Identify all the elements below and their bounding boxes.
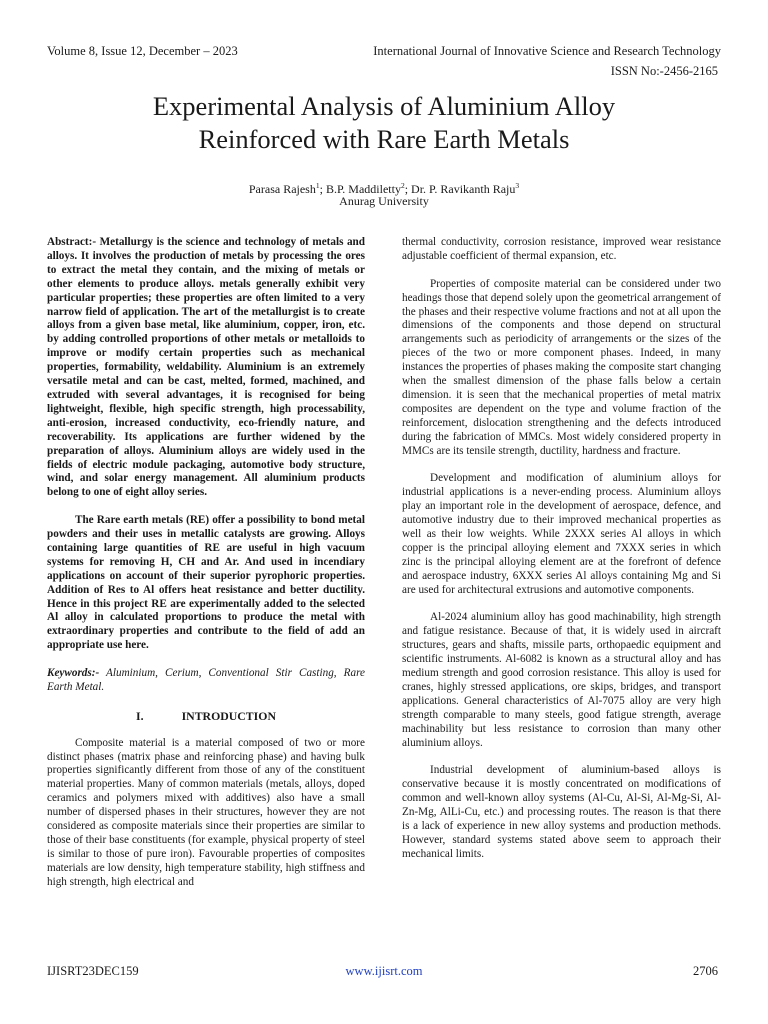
author-1: Parasa Rajesh [248,182,316,196]
section-number: I. [136,708,144,723]
abstract-paragraph-2: The Rare earth metals (RE) offer a possibility to bond metal powders and their uses in metallic catalysts are growing. Alloys containing large quantities of RE are useful in high vacuum systems for removing H, CH and Ar. And used in incendiary applications on account of their superior pyrophoric properties. Addition of Res to Al offers heat resistance and better ductility. Hence in this project RE are experimentally added to the selected Al alloy in calculated proportions to produce the metal with extraordinary properties and contribute to the field of add an appropriate use here. [47,514,365,652]
author-1-affil-mark: 1 [315,181,320,190]
author-3-affil-mark: 3 [515,181,520,190]
paper-title-line-2: Reinforced with Rare Earth Metals [198,124,570,154]
keywords-label: Keywords:- [47,667,100,680]
intro-paragraph-4: Al-2024 aluminium alloy has good machinability, high strength and fatigue resistance. Because of that, it is widely used in aircraft structures, gears and shafts, missile parts, orthopaedic equipment and scientific instruments. Al-6082 is known as a structural alloy and has medium strength and good corrosion resistance. This alloy is used for cranes, highly stressed applications, ore skips, bridges, and transport applications. General characteristics of Al-7075 alloy are very high strength comparable to many steels, good fatigue strength, average machinability but less resistance to corrosion than many other aluminium alloys. [402,611,721,749]
intro-paragraph-3: Development and modification of aluminium alloys for industrial applications is a never-ending process. Aluminium alloys play an important role in the development of aerospace, defence, and automotive industry due to their improved mechanical properties as well as their low weights. While 2XXX series Al alloys in which copper is the principal alloying element and 7XXX series in which zinc is the principal alloying element are at the forefront of defence and aerospace industry, 6XXX series Al alloys containing Mg and Si are used for architectural extrusions and automotive components. [402,472,721,596]
section-title: INTRODUCTION [181,708,276,723]
intro-paragraph-1-continued: thermal conductivity, corrosion resistance, improved wear resistance adjustable coefficient of thermal expansion, etc. [402,236,721,262]
right-column [402,236,721,862]
paper-id: IJISRT23DEC159 [47,964,139,978]
author-2: ; B.P. Maddiletty [319,182,401,196]
issn-number: ISSN No:-2456-2165 [610,64,718,78]
page-number: 2706 [693,964,718,978]
abstract-paragraph-1: Abstract:- Metallurgy is the science and technology of metals and alloys. It involves the production of metals by processing the ores to extract the metal they contain, and the mixing of metals or other elements to produce alloys. metals generally exhibit very particular properties; these properties are often limited to a very narrow field of application. The art of the metallurgist is to create alloys from a given base metal, like aluminium, copper, iron, etc. by adding controlled proportions of other metals or metalloids to improve or modify certain properties such as mechanical properties, formability, weldability. Aluminium is an extremely versatile metal and can be cast, melted, formed, machined, and extruded with several advantages, it is recognised for being lightweight, flexible, high specific strength, high processability, anti-erosion, increased conductivity, eco-friendly nature, and recoverability. Its applications are further widened by the preparation of alloys. Aluminium alloys are widely used in the fields of electric module packaging, automotive body structure, wind, and solar energy management. All aluminium products belong to one of eight alloy series. [47,236,365,499]
section-heading [47,709,365,723]
left-column [47,236,365,890]
paper-title-line-1: Experimental Analysis of Aluminium Alloy [152,91,616,121]
keywords-text: Aluminium, Cerium, Conventional Stir Casting, Rare Earth Metal. [47,667,365,693]
journal-name: International Journal of Innovative Science and Research Technology [373,44,721,58]
intro-paragraph-2: Properties of composite material can be considered under two headings those that depend solely upon the geometrical arrangement of the phases and their respective volume fractions and not at all upon the dimensions of the components and those depend on structural arrangements such as periodicity of arrangements or the sizes of the pieces of the two or more component phases. Indeed, in many instances the properties of phases making the composite start changing when the smallest dimension of the phase falls below a certain dimension. it is seen that the mechanical properties of metal matrix composites are dependent on the type and volume fraction of the reinforcement, dislocation strengthening and the defects introduced during the fabrication of MMCs. Most widely considered property in MMCs are its tensile strength, ductility, hardness and fracture. [402,277,721,457]
volume-info: Volume 8, Issue 12, December – 2023 [47,44,238,58]
intro-paragraph-1: Composite material is a material composed of two or more distinct phases (matrix phase and reinforcing phase) and having bulk properties significantly different from those of any of the constituent material properties. Many of common materials (metals, alloys, doped ceramics and polymers mixed with additives) also have a small number of dispersed phases in their structures, however they are not considered as composite materials since their properties are similar to those of their base constituents (for example, physical property of steel is similar to those of pure iron). Favourable properties of composites materials are low density, high temperature stability, high stiffness and high strength, high electrical and [47,736,365,888]
paper-title [40,90,728,156]
website-link[interactable]: www.ijisrt.com [345,964,423,978]
author-3: ; Dr. P. Ravikanth Raju [404,182,516,196]
intro-paragraph-5: Industrial development of aluminium-based alloys is conservative because it is mostly concentrated on modifications of common and well-known alloy systems (Al-Cu, Al-Si, Al-Mg-Si, Al-Zn-Mg, AlLi-Cu, etc.) and processing routes. The reason is that there is a lack of experience in new alloy systems and production methods. However, standard systems stated above seem to approach their mechanical limits. [402,764,721,860]
author-2-affil-mark: 2 [400,181,405,190]
affiliation: Anurag University [339,194,429,208]
keywords [47,667,365,695]
